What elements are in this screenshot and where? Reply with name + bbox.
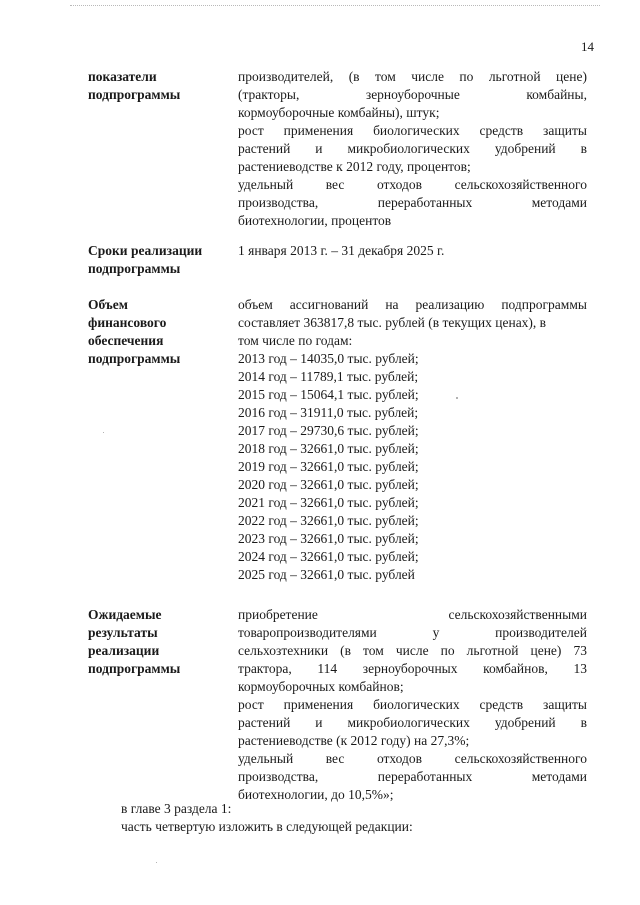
year-line: 2021 год – 32661,0 тыс. рублей;	[238, 495, 419, 510]
text-line	[238, 176, 587, 194]
word: сельскохозяйственного	[454, 751, 587, 766]
word: удобрений	[494, 715, 556, 730]
text-line	[238, 68, 587, 86]
year-line: 2025 год – 32661,0 тыс. рублей	[238, 567, 415, 582]
word: удобрений	[494, 141, 556, 156]
text-line: кормоуборочные комбайны), штук;	[238, 105, 440, 120]
word: цене)	[530, 643, 562, 658]
word: 73	[573, 643, 587, 658]
word: на	[385, 297, 399, 312]
word: средств	[479, 123, 524, 138]
text-line	[238, 624, 587, 642]
word: защиты	[543, 697, 587, 712]
word: вес	[325, 177, 345, 192]
label-line: обеспечения	[88, 333, 164, 348]
year-line: 2022 год – 32661,0 тыс. рублей;	[238, 513, 419, 528]
word: у	[432, 625, 440, 640]
word: объем	[238, 297, 273, 312]
text-line	[238, 86, 587, 104]
text-line: растениеводстве к 2012 году, процентов;	[238, 159, 471, 174]
year-line: 2014 год – 11789,1 тыс. рублей;	[238, 369, 419, 384]
word: по	[440, 643, 455, 658]
word: льготной	[466, 643, 519, 658]
text-line	[238, 660, 587, 678]
word: трактора,	[238, 661, 292, 676]
label-results	[88, 606, 228, 678]
word: отходов	[376, 751, 422, 766]
value-results	[238, 606, 587, 804]
word: числе	[411, 69, 444, 84]
word: 114	[317, 661, 338, 676]
label-funding	[88, 296, 228, 368]
text-line: том числе по годам:	[238, 333, 353, 348]
word: сельскохозяйственными	[448, 607, 587, 622]
word: зерноуборочные	[365, 87, 460, 102]
word: подпрограммы	[501, 297, 587, 312]
text-line	[238, 606, 587, 624]
text-line	[238, 714, 587, 732]
year-line: 2017 год – 29730,6 тыс. рублей;	[238, 423, 419, 438]
scan-edge-artifact	[70, 5, 600, 6]
word: растений	[238, 715, 291, 730]
word: защиты	[543, 123, 587, 138]
word: переработанных	[377, 769, 473, 784]
word: цене)	[556, 69, 587, 84]
text-line: составляет 363817,8 тыс. рублей (в текущих ценах), в	[238, 315, 547, 330]
scan-speck	[156, 862, 157, 863]
year-line: 2019 год – 32661,0 тыс. рублей;	[238, 459, 419, 474]
word: производителей,	[238, 69, 334, 84]
word: и	[315, 141, 323, 156]
word: методами	[531, 769, 587, 784]
body-line: часть четвертую изложить в следующей редакции:	[121, 819, 413, 834]
word: применения	[283, 697, 354, 712]
label-line: Ожидаемые	[88, 607, 162, 622]
text-line	[238, 696, 587, 714]
word: сельхозтехники	[238, 643, 329, 658]
label-line: реализации	[88, 643, 160, 658]
text-line	[238, 750, 587, 768]
word: сельскохозяйственного	[454, 177, 587, 192]
text-line	[238, 642, 587, 660]
word: в	[580, 141, 587, 156]
word: микробиологических	[347, 715, 470, 730]
scan-speck	[456, 397, 458, 399]
year-line: 2015 год – 15064,1 тыс. рублей;	[238, 387, 419, 402]
text-line	[238, 122, 587, 140]
word: том	[363, 643, 384, 658]
word: зерноуборочных	[362, 661, 458, 676]
body-line: в главе 3 раздела 1:	[121, 801, 232, 816]
word: удельный	[238, 177, 294, 192]
value-terms	[238, 242, 587, 260]
word: производителей	[495, 625, 587, 640]
year-line: 2023 год – 32661,0 тыс. рублей;	[238, 531, 419, 546]
word: в	[580, 715, 587, 730]
word: том	[375, 69, 396, 84]
label-line: финансового	[88, 315, 167, 330]
value-indicators	[238, 68, 587, 230]
word: (в	[340, 643, 351, 658]
year-line: 2013 год – 14035,0 тыс. рублей;	[238, 351, 419, 366]
year-line: 2020 год – 32661,0 тыс. рублей;	[238, 477, 419, 492]
word: комбайны,	[526, 87, 587, 102]
word: и	[315, 715, 323, 730]
label-line: Сроки реализации	[88, 243, 203, 258]
text-line: биотехнологии, до 10,5%»;	[238, 787, 394, 802]
label-line: Объем	[88, 297, 128, 312]
word: товаропроизводителями	[238, 625, 377, 640]
word: рост	[238, 697, 264, 712]
text-line: биотехнологии, процентов	[238, 213, 392, 228]
word: льготной	[488, 69, 541, 84]
text-line: 1 января 2013 г. – 31 декабря 2025 г.	[238, 243, 445, 258]
word: комбайнов,	[483, 661, 548, 676]
word: удельный	[238, 751, 294, 766]
label-line: подпрограммы	[88, 261, 181, 276]
year-line: 2018 год – 32661,0 тыс. рублей;	[238, 441, 419, 456]
word: (тракторы,	[238, 87, 300, 102]
page-number: 14	[581, 39, 594, 54]
label-terms	[88, 242, 228, 278]
text-line: кормоуборочных комбайнов;	[238, 679, 404, 694]
word: реализацию	[415, 297, 485, 312]
word: биологических	[373, 123, 460, 138]
value-funding	[238, 296, 587, 584]
word: рост	[238, 123, 264, 138]
word: переработанных	[377, 195, 473, 210]
label-line: результаты	[88, 625, 158, 640]
label-indicators	[88, 68, 228, 104]
year-line: 2024 год – 32661,0 тыс. рублей;	[238, 549, 419, 564]
text-line	[238, 140, 587, 158]
text-line: растениеводстве (к 2012 году) на 27,3%;	[238, 733, 470, 748]
word: применения	[283, 123, 354, 138]
word: средств	[479, 697, 524, 712]
word: приобретение	[238, 607, 318, 622]
word: производства,	[238, 195, 319, 210]
word: ассигнований	[289, 297, 369, 312]
word: вес	[325, 751, 345, 766]
scan-speck	[103, 432, 104, 433]
word: числе	[395, 643, 429, 658]
year-line: 2016 год – 31911,0 тыс. рублей;	[238, 405, 419, 420]
label-line: подпрограммы	[88, 351, 181, 366]
word: 13	[573, 661, 587, 676]
label-line: показатели	[88, 69, 157, 84]
word: методами	[531, 195, 587, 210]
text-line	[238, 296, 587, 314]
word: (в	[348, 69, 360, 84]
word: отходов	[376, 177, 422, 192]
word: производства,	[238, 769, 319, 784]
text-line	[238, 768, 587, 786]
label-line: подпрограммы	[88, 87, 181, 102]
word: микробиологических	[347, 141, 470, 156]
label-line: подпрограммы	[88, 661, 181, 676]
word: по	[459, 69, 474, 84]
word: биологических	[373, 697, 460, 712]
text-line	[238, 194, 587, 212]
word: растений	[238, 141, 291, 156]
